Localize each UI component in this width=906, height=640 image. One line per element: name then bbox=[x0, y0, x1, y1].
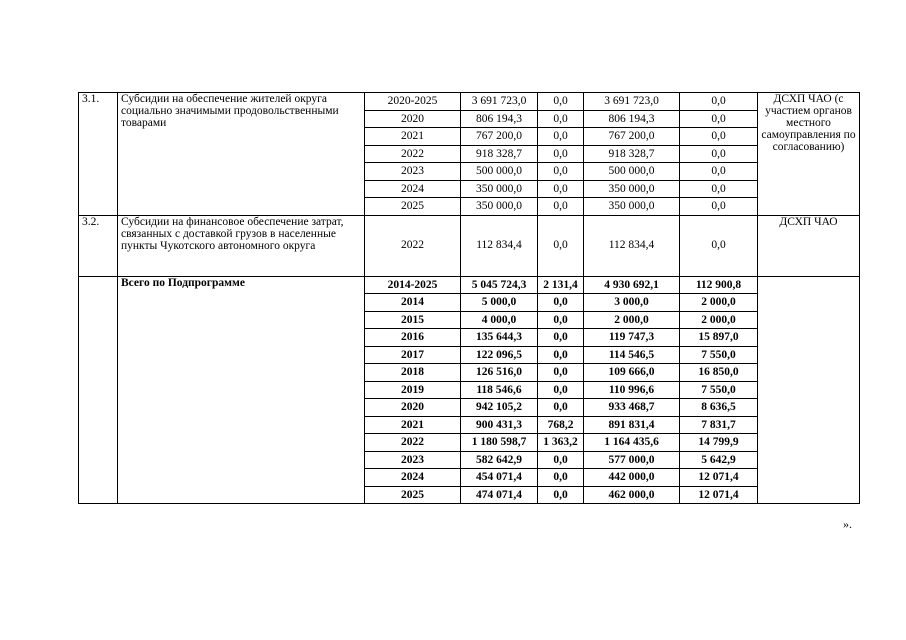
okrug-budget-cell: 350 000,0 bbox=[584, 198, 680, 216]
local-budget-cell: 0,0 bbox=[680, 128, 758, 146]
local-budget-cell: 8 636,5 bbox=[680, 399, 758, 417]
okrug-budget-cell: 350 000,0 bbox=[584, 180, 680, 198]
total-amount-cell: 900 431,3 bbox=[461, 416, 538, 434]
local-budget-cell: 2 000,0 bbox=[680, 294, 758, 312]
federal-budget-cell: 0,0 bbox=[538, 469, 584, 487]
year-cell: 2019 bbox=[365, 381, 461, 399]
year-cell: 2025 bbox=[365, 486, 461, 504]
okrug-budget-cell: 4 930 692,1 bbox=[584, 276, 680, 294]
row-number-cell: 3.1. bbox=[79, 93, 118, 216]
okrug-budget-cell: 112 834,4 bbox=[584, 215, 680, 276]
year-cell: 2021 bbox=[365, 128, 461, 146]
local-budget-cell: 12 071,4 bbox=[680, 469, 758, 487]
year-cell: 2016 bbox=[365, 329, 461, 347]
total-amount-cell: 5 045 724,3 bbox=[461, 276, 538, 294]
local-budget-cell: 0,0 bbox=[680, 110, 758, 128]
local-budget-cell: 2 000,0 bbox=[680, 311, 758, 329]
okrug-budget-cell: 109 666,0 bbox=[584, 364, 680, 382]
local-budget-cell: 0,0 bbox=[680, 93, 758, 111]
total-amount-cell: 942 105,2 bbox=[461, 399, 538, 417]
table-row bbox=[79, 215, 860, 276]
federal-budget-cell: 0,0 bbox=[538, 128, 584, 146]
local-budget-cell: 16 850,0 bbox=[680, 364, 758, 382]
federal-budget-cell: 0,0 bbox=[538, 329, 584, 347]
local-budget-cell: 112 900,8 bbox=[680, 276, 758, 294]
total-amount-cell: 1 180 598,7 bbox=[461, 434, 538, 452]
local-budget-cell: 0,0 bbox=[680, 198, 758, 216]
local-budget-cell: 12 071,4 bbox=[680, 486, 758, 504]
okrug-budget-cell: 114 546,5 bbox=[584, 346, 680, 364]
okrug-budget-cell: 462 000,0 bbox=[584, 486, 680, 504]
okrug-budget-cell: 577 000,0 bbox=[584, 451, 680, 469]
local-budget-cell: 7 831,7 bbox=[680, 416, 758, 434]
federal-budget-cell: 0,0 bbox=[538, 163, 584, 181]
year-cell: 2020 bbox=[365, 399, 461, 417]
okrug-budget-cell: 3 691 723,0 bbox=[584, 93, 680, 111]
total-amount-cell: 5 000,0 bbox=[461, 294, 538, 312]
federal-budget-cell: 0,0 bbox=[538, 294, 584, 312]
okrug-budget-cell: 2 000,0 bbox=[584, 311, 680, 329]
year-cell: 2024 bbox=[365, 180, 461, 198]
total-amount-cell: 918 328,7 bbox=[461, 145, 538, 163]
year-cell: 2014 bbox=[365, 294, 461, 312]
local-budget-cell: 15 897,0 bbox=[680, 329, 758, 347]
year-cell: 2022 bbox=[365, 145, 461, 163]
federal-budget-cell: 1 363,2 bbox=[538, 434, 584, 452]
total-amount-cell: 474 071,4 bbox=[461, 486, 538, 504]
total-amount-cell: 350 000,0 bbox=[461, 180, 538, 198]
year-cell: 2025 bbox=[365, 198, 461, 216]
year-cell: 2023 bbox=[365, 163, 461, 181]
year-cell: 2015 bbox=[365, 311, 461, 329]
okrug-budget-cell: 806 194,3 bbox=[584, 110, 680, 128]
federal-budget-cell: 2 131,4 bbox=[538, 276, 584, 294]
okrug-budget-cell: 767 200,0 bbox=[584, 128, 680, 146]
year-cell: 2022 bbox=[365, 215, 461, 276]
federal-budget-cell: 0,0 bbox=[538, 451, 584, 469]
federal-budget-cell: 0,0 bbox=[538, 215, 584, 276]
total-amount-cell: 4 000,0 bbox=[461, 311, 538, 329]
total-amount-cell: 126 516,0 bbox=[461, 364, 538, 382]
total-amount-cell: 454 071,4 bbox=[461, 469, 538, 487]
federal-budget-cell: 0,0 bbox=[538, 93, 584, 111]
total-amount-cell: 767 200,0 bbox=[461, 128, 538, 146]
federal-budget-cell: 768,2 bbox=[538, 416, 584, 434]
total-amount-cell: 112 834,4 bbox=[461, 215, 538, 276]
okrug-budget-cell: 1 164 435,6 bbox=[584, 434, 680, 452]
year-cell: 2020-2025 bbox=[365, 93, 461, 111]
subprogram-budget-table bbox=[78, 92, 860, 504]
year-cell: 2022 bbox=[365, 434, 461, 452]
okrug-budget-cell: 500 000,0 bbox=[584, 163, 680, 181]
measure-name-cell: Субсидии на обеспечение жителей округа социально значимыми продовольственными товарами bbox=[118, 93, 365, 216]
executor-cell: ДСХП ЧАО (с участием органов местного самоуправления по согласованию) bbox=[758, 93, 860, 216]
okrug-budget-cell: 891 831,4 bbox=[584, 416, 680, 434]
table-row bbox=[79, 93, 860, 111]
federal-budget-cell: 0,0 bbox=[538, 364, 584, 382]
year-cell: 2024 bbox=[365, 469, 461, 487]
total-executor-cell bbox=[758, 276, 860, 504]
total-amount-cell: 806 194,3 bbox=[461, 110, 538, 128]
federal-budget-cell: 0,0 bbox=[538, 198, 584, 216]
row-number-cell: 3.2. bbox=[79, 215, 118, 276]
total-amount-cell: 3 691 723,0 bbox=[461, 93, 538, 111]
year-cell: 2018 bbox=[365, 364, 461, 382]
total-amount-cell: 500 000,0 bbox=[461, 163, 538, 181]
okrug-budget-cell: 119 747,3 bbox=[584, 329, 680, 347]
total-amount-cell: 118 546,6 bbox=[461, 381, 538, 399]
federal-budget-cell: 0,0 bbox=[538, 145, 584, 163]
federal-budget-cell: 0,0 bbox=[538, 486, 584, 504]
total-row bbox=[79, 276, 860, 294]
year-cell: 2020 bbox=[365, 110, 461, 128]
local-budget-cell: 0,0 bbox=[680, 163, 758, 181]
year-cell: 2017 bbox=[365, 346, 461, 364]
okrug-budget-cell: 918 328,7 bbox=[584, 145, 680, 163]
local-budget-cell: 0,0 bbox=[680, 215, 758, 276]
year-cell: 2021 bbox=[365, 416, 461, 434]
okrug-budget-cell: 442 000,0 bbox=[584, 469, 680, 487]
local-budget-cell: 7 550,0 bbox=[680, 381, 758, 399]
local-budget-cell: 5 642,9 bbox=[680, 451, 758, 469]
okrug-budget-cell: 933 468,7 bbox=[584, 399, 680, 417]
executor-cell: ДСХП ЧАО bbox=[758, 215, 860, 276]
year-cell: 2023 bbox=[365, 451, 461, 469]
total-amount-cell: 582 642,9 bbox=[461, 451, 538, 469]
okrug-budget-cell: 110 996,6 bbox=[584, 381, 680, 399]
total-number-cell bbox=[79, 276, 118, 504]
total-label-cell: Всего по Подпрограмме bbox=[118, 276, 365, 504]
closing-quote-mark: ». bbox=[843, 517, 852, 531]
total-amount-cell: 122 096,5 bbox=[461, 346, 538, 364]
federal-budget-cell: 0,0 bbox=[538, 381, 584, 399]
federal-budget-cell: 0,0 bbox=[538, 110, 584, 128]
measure-name-cell: Субсидии на финансовое обеспечение затрат, связанных с доставкой грузов в населенные пункты Чукотского автономного округа bbox=[118, 215, 365, 276]
federal-budget-cell: 0,0 bbox=[538, 311, 584, 329]
local-budget-cell: 7 550,0 bbox=[680, 346, 758, 364]
local-budget-cell: 14 799,9 bbox=[680, 434, 758, 452]
local-budget-cell: 0,0 bbox=[680, 180, 758, 198]
federal-budget-cell: 0,0 bbox=[538, 346, 584, 364]
federal-budget-cell: 0,0 bbox=[538, 399, 584, 417]
federal-budget-cell: 0,0 bbox=[538, 180, 584, 198]
total-amount-cell: 350 000,0 bbox=[461, 198, 538, 216]
okrug-budget-cell: 3 000,0 bbox=[584, 294, 680, 312]
year-cell: 2014-2025 bbox=[365, 276, 461, 294]
local-budget-cell: 0,0 bbox=[680, 145, 758, 163]
total-amount-cell: 135 644,3 bbox=[461, 329, 538, 347]
